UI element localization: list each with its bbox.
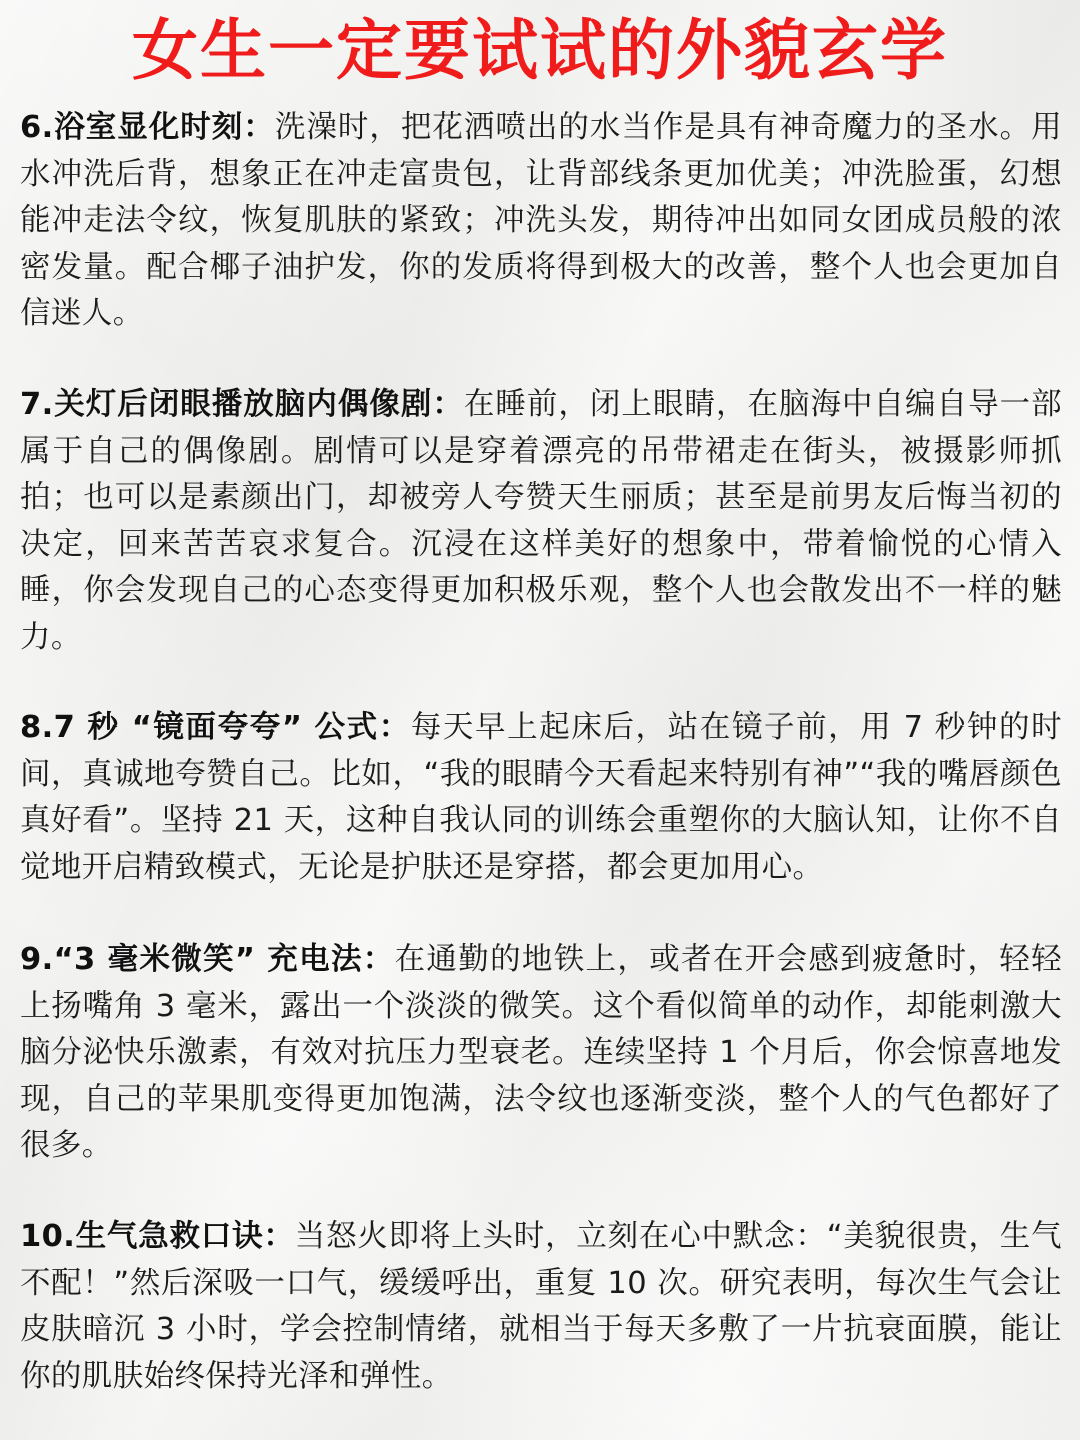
tip-section-7 (20, 382, 1062, 661)
tip-heading-7: 7.关灯后闭眼播放脑内偶像剧： (20, 387, 464, 422)
tip-heading-10: 10.生气急救口诀： (20, 1219, 295, 1254)
tip-section-6 (20, 105, 1062, 338)
tip-body-9: 在通勤的地铁上，或者在开会感到疲惫时，轻轻上扬嘴角 3 毫米，露出一个淡淡的微笑。这个看似简单的动作，却能刺激大脑分泌快乐激素，有效对抗压力型衰老。连续坚持 1 个月后，你会惊喜地发现，自己的苹果肌变得更加饱满，法令纹也逐渐变淡，整个人的气色都好了很多。 (20, 942, 1062, 1163)
tip-body-6: 洗澡时，把花洒喷出的水当作是具有神奇魔力的圣水。用水冲洗后背，想象正在冲走富贵包，让背部线条更加优美；冲洗脸蛋，幻想能冲走法令纹，恢复肌肤的紧致；冲洗头发，期待冲出如同女团成员般的浓密发量。配合椰子油护发，你的发质将得到极大的改善，整个人也会更加自信迷人。 (20, 110, 1062, 331)
tip-body-10: 当怒火即将上头时，立刻在心中默念：“美貌很贵，生气不配！”然后深吸一口气，缓缓呼出，重复 10 次。研究表明，每次生气会让皮肤暗沉 3 小时，学会控制情绪，就相当于每天多敷了一片抗衰面膜，能让你的肌肤始终保持光泽和弹性。 (20, 1219, 1062, 1394)
tip-heading-6: 6.浴室显化时刻： (20, 110, 275, 145)
tip-body-8: 每天早上起床后，站在镜子前，用 7 秒钟的时间，真诚地夸赞自己。比如，“我的眼睛今天看起来特别有神”“我的嘴唇颜色真好看”。坚持 21 天，这种自我认同的训练会重塑你的大脑认知，让你不自觉地开启精致模式，无论是护肤还是穿搭，都会更加用心。 (20, 710, 1062, 885)
tip-heading-9: 9.“3 毫米微笑” 充电法： (20, 942, 395, 977)
tip-heading-8: 8.7 秒 “镜面夸夸” 公式： (20, 710, 411, 745)
tip-body-7: 在睡前，闭上眼睛，在脑海中自编自导一部属于自己的偶像剧。剧情可以是穿着漂亮的吊带裙走在街头，被摄影师抓拍；也可以是素颜出门，却被旁人夸赞天生丽质；甚至是前男友后悔当初的决定，回来苦苦哀求复合。沉浸在这样美好的想象中，带着愉悦的心情入睡，你会发现自己的心态变得更加积极乐观，整个人也会散发出不一样的魅力。 (20, 387, 1062, 655)
tip-section-9 (20, 937, 1062, 1170)
page-title: 女生一定要试试的外貌玄学 (132, 12, 948, 89)
tip-section-10 (20, 1214, 1062, 1400)
tip-section-8 (20, 705, 1062, 891)
